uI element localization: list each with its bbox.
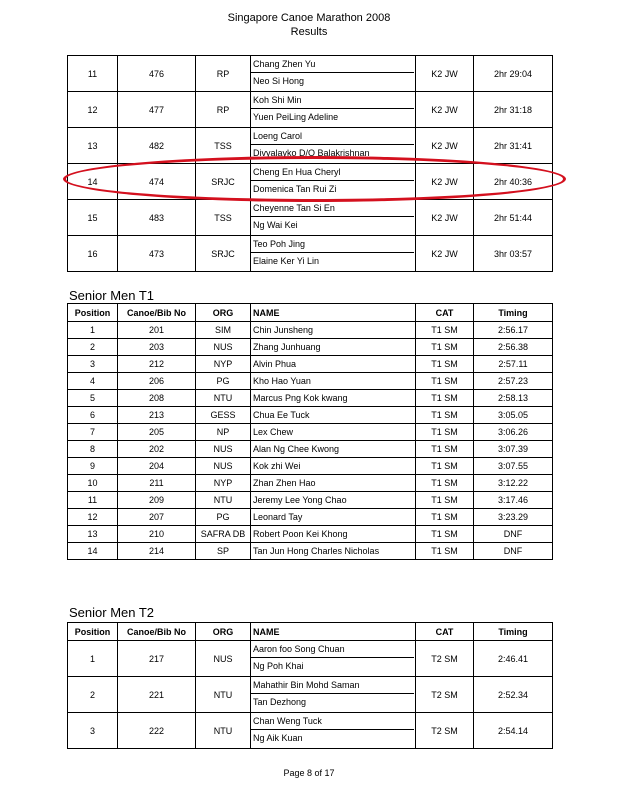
col-header-canoe-bib: Canoe/Bib No [118, 623, 196, 641]
table-row [68, 641, 553, 677]
k2-jw-results-table [67, 55, 553, 272]
col-header-position: Position [68, 623, 118, 641]
position-cell: 16 [68, 236, 118, 272]
org-cell: TSS [196, 200, 251, 236]
position-cell: 14 [68, 164, 118, 200]
names-cell [251, 56, 416, 92]
timing-cell: 2hr 29:04 [474, 56, 553, 92]
cat-cell: T1 SM [416, 339, 474, 356]
cat-cell: T1 SM [416, 526, 474, 543]
cat-cell: K2 JW [416, 236, 474, 272]
bib-cell: 477 [118, 92, 196, 128]
position-cell: 10 [68, 475, 118, 492]
col-header-org: ORG [196, 623, 251, 641]
document-subtitle: Results [290, 26, 328, 38]
table-row [68, 373, 553, 390]
table-row [68, 200, 553, 236]
cat-cell: K2 JW [416, 200, 474, 236]
cat-cell: T2 SM [416, 641, 474, 677]
page-header [0, 11, 618, 39]
bib-cell: 202 [118, 441, 196, 458]
names-cell [251, 200, 416, 236]
names-cell [251, 713, 416, 749]
crew-name-1: Chan Weng Tuck [251, 713, 414, 730]
position-cell: 2 [68, 339, 118, 356]
crew-name-1: Chang Zhen Yu [251, 56, 414, 73]
bib-cell: 222 [118, 713, 196, 749]
name-cell: Kok zhi Wei [251, 458, 416, 475]
crew-name-1: Teo Poh Jing [251, 236, 414, 253]
name-cell: Jeremy Lee Yong Chao [251, 492, 416, 509]
timing-cell: 3:17.46 [474, 492, 553, 509]
crew-name-2: Neo Si Hong [253, 76, 305, 86]
timing-cell: 2:57.23 [474, 373, 553, 390]
bib-cell: 482 [118, 128, 196, 164]
table-row [68, 322, 553, 339]
name-cell: Kho Hao Yuan [251, 373, 416, 390]
table-row [68, 509, 553, 526]
table-row [68, 677, 553, 713]
cat-cell: T1 SM [416, 373, 474, 390]
position-cell: 12 [68, 92, 118, 128]
timing-cell: 2:58.13 [474, 390, 553, 407]
crew-name-2: Ng Poh Khai [253, 661, 304, 671]
org-cell: PG [196, 509, 251, 526]
position-cell: 2 [68, 677, 118, 713]
position-cell: 12 [68, 509, 118, 526]
org-cell: NUS [196, 441, 251, 458]
timing-cell: 2hr 31:18 [474, 92, 553, 128]
table-row [68, 236, 553, 272]
table-row [68, 492, 553, 509]
col-header-timing: Timing [474, 623, 553, 641]
col-header-canoe-bib: Canoe/Bib No [118, 304, 196, 322]
org-cell: PG [196, 373, 251, 390]
name-cell: Marcus Png Kok kwang [251, 390, 416, 407]
bib-cell: 208 [118, 390, 196, 407]
table-row [68, 339, 553, 356]
org-cell: NTU [196, 713, 251, 749]
name-cell: Zhan Zhen Hao [251, 475, 416, 492]
cat-cell: T2 SM [416, 713, 474, 749]
org-cell: SP [196, 543, 251, 560]
bib-cell: 221 [118, 677, 196, 713]
position-cell: 1 [68, 641, 118, 677]
position-cell: 7 [68, 424, 118, 441]
crew-name-1: Loeng Carol [251, 128, 414, 145]
timing-cell: 2:46.41 [474, 641, 553, 677]
bib-cell: 217 [118, 641, 196, 677]
cat-cell: T1 SM [416, 356, 474, 373]
org-cell: NYP [196, 475, 251, 492]
org-cell: NUS [196, 339, 251, 356]
timing-cell: 2hr 51:44 [474, 200, 553, 236]
cat-cell: T2 SM [416, 677, 474, 713]
name-cell: Alvin Phua [251, 356, 416, 373]
cat-cell: T1 SM [416, 424, 474, 441]
org-cell: NTU [196, 677, 251, 713]
crew-name-2: Divyalayko D/O Balakrishnan [253, 148, 370, 158]
bib-cell: 205 [118, 424, 196, 441]
name-cell: Tan Jun Hong Charles Nicholas [251, 543, 416, 560]
name-cell: Chua Ee Tuck [251, 407, 416, 424]
cat-cell: T1 SM [416, 509, 474, 526]
position-cell: 11 [68, 492, 118, 509]
bib-cell: 213 [118, 407, 196, 424]
table-row [68, 164, 553, 200]
table-row [68, 475, 553, 492]
table-row [68, 458, 553, 475]
table-row [68, 424, 553, 441]
timing-cell: 3:07.55 [474, 458, 553, 475]
timing-cell: 2:57.11 [474, 356, 553, 373]
org-cell: RP [196, 56, 251, 92]
cat-cell: T1 SM [416, 475, 474, 492]
cat-cell: K2 JW [416, 128, 474, 164]
position-cell: 8 [68, 441, 118, 458]
crew-name-2: Tan Dezhong [253, 697, 307, 707]
cat-cell: T1 SM [416, 441, 474, 458]
timing-cell: 3hr 03:57 [474, 236, 553, 272]
crew-name-2: Domenica Tan Rui Zi [253, 184, 337, 194]
bib-cell: 212 [118, 356, 196, 373]
org-cell: SIM [196, 322, 251, 339]
bib-cell: 201 [118, 322, 196, 339]
position-cell: 3 [68, 356, 118, 373]
table-row [68, 56, 553, 92]
position-cell: 14 [68, 543, 118, 560]
bib-cell: 211 [118, 475, 196, 492]
org-cell: SRJC [196, 236, 251, 272]
org-cell: RP [196, 92, 251, 128]
name-cell: Leonard Tay [251, 509, 416, 526]
name-cell: Alan Ng Chee Kwong [251, 441, 416, 458]
org-cell: NTU [196, 390, 251, 407]
crew-name-1: Cheng En Hua Cheryl [251, 164, 414, 181]
crew-name-2: Ng Aik Kuan [253, 733, 303, 743]
bib-cell: 204 [118, 458, 196, 475]
names-cell [251, 92, 416, 128]
names-cell [251, 236, 416, 272]
table-row [68, 713, 553, 749]
timing-cell: 3:12.22 [474, 475, 553, 492]
cat-cell: K2 JW [416, 92, 474, 128]
document-title: Singapore Canoe Marathon 2008 [227, 12, 391, 24]
header-row [68, 304, 553, 322]
col-header-position: Position [68, 304, 118, 322]
org-cell: SAFRA DB [196, 526, 251, 543]
col-header-cat: CAT [416, 304, 474, 322]
position-cell: 11 [68, 56, 118, 92]
crew-name-1: Cheyenne Tan Si En [251, 200, 414, 217]
org-cell: NUS [196, 641, 251, 677]
bib-cell: 214 [118, 543, 196, 560]
bib-cell: 483 [118, 200, 196, 236]
section-title-senior-men-t1: Senior Men T1 [69, 288, 155, 303]
timing-cell: 2hr 31:41 [474, 128, 553, 164]
bib-cell: 206 [118, 373, 196, 390]
names-cell [251, 164, 416, 200]
col-header-org: ORG [196, 304, 251, 322]
table-row [68, 92, 553, 128]
cat-cell: T1 SM [416, 458, 474, 475]
timing-cell: DNF [474, 543, 553, 560]
table-row [68, 526, 553, 543]
name-cell: Chin Junsheng [251, 322, 416, 339]
name-cell: Robert Poon Kei Khong [251, 526, 416, 543]
org-cell: NYP [196, 356, 251, 373]
timing-cell: 3:07.39 [474, 441, 553, 458]
header-row [68, 623, 553, 641]
cat-cell: K2 JW [416, 56, 474, 92]
timing-cell: 2hr 40:36 [474, 164, 553, 200]
timing-cell: 2:54.14 [474, 713, 553, 749]
position-cell: 1 [68, 322, 118, 339]
col-header-name: NAME [251, 304, 416, 322]
name-cell: Zhang Junhuang [251, 339, 416, 356]
section-title-senior-men-t2: Senior Men T2 [69, 605, 155, 620]
bib-cell: 473 [118, 236, 196, 272]
position-cell: 15 [68, 200, 118, 236]
position-cell: 13 [68, 128, 118, 164]
crew-name-1: Koh Shi Min [251, 92, 414, 109]
position-cell: 5 [68, 390, 118, 407]
names-cell [251, 641, 416, 677]
cat-cell: T1 SM [416, 543, 474, 560]
cat-cell: K2 JW [416, 164, 474, 200]
org-cell: TSS [196, 128, 251, 164]
timing-cell: 3:05.05 [474, 407, 553, 424]
name-cell: Lex Chew [251, 424, 416, 441]
col-header-name: NAME [251, 623, 416, 641]
col-header-cat: CAT [416, 623, 474, 641]
table-row [68, 543, 553, 560]
cat-cell: T1 SM [416, 407, 474, 424]
org-cell: NUS [196, 458, 251, 475]
table-row [68, 390, 553, 407]
cat-cell: T1 SM [416, 322, 474, 339]
position-cell: 6 [68, 407, 118, 424]
bib-cell: 209 [118, 492, 196, 509]
bib-cell: 210 [118, 526, 196, 543]
crew-name-2: Yuen PeiLing Adeline [253, 112, 339, 122]
position-cell: 3 [68, 713, 118, 749]
timing-cell: 3:23.29 [474, 509, 553, 526]
col-header-timing: Timing [474, 304, 553, 322]
senior-men-t2-table [67, 622, 553, 749]
org-cell: NP [196, 424, 251, 441]
timing-cell: 2:56.17 [474, 322, 553, 339]
names-cell [251, 128, 416, 164]
crew-name-2: Elaine Ker Yi Lin [253, 256, 320, 266]
table-row [68, 356, 553, 373]
position-cell: 9 [68, 458, 118, 475]
timing-cell: 3:06.26 [474, 424, 553, 441]
org-cell: SRJC [196, 164, 251, 200]
bib-cell: 203 [118, 339, 196, 356]
timing-cell: DNF [474, 526, 553, 543]
table-row [68, 441, 553, 458]
senior-men-t1-table [67, 303, 553, 560]
names-cell [251, 677, 416, 713]
crew-name-1: Mahathir Bin Mohd Saman [251, 677, 414, 694]
position-cell: 4 [68, 373, 118, 390]
timing-cell: 2:52.34 [474, 677, 553, 713]
bib-cell: 474 [118, 164, 196, 200]
page-number: Page 8 of 17 [283, 768, 335, 778]
position-cell: 13 [68, 526, 118, 543]
org-cell: NTU [196, 492, 251, 509]
cat-cell: T1 SM [416, 492, 474, 509]
table-row [68, 128, 553, 164]
org-cell: GESS [196, 407, 251, 424]
table-row [68, 407, 553, 424]
timing-cell: 2:56.38 [474, 339, 553, 356]
bib-cell: 207 [118, 509, 196, 526]
crew-name-2: Ng Wai Kei [253, 220, 298, 230]
bib-cell: 476 [118, 56, 196, 92]
cat-cell: T1 SM [416, 390, 474, 407]
crew-name-1: Aaron foo Song Chuan [251, 641, 414, 658]
